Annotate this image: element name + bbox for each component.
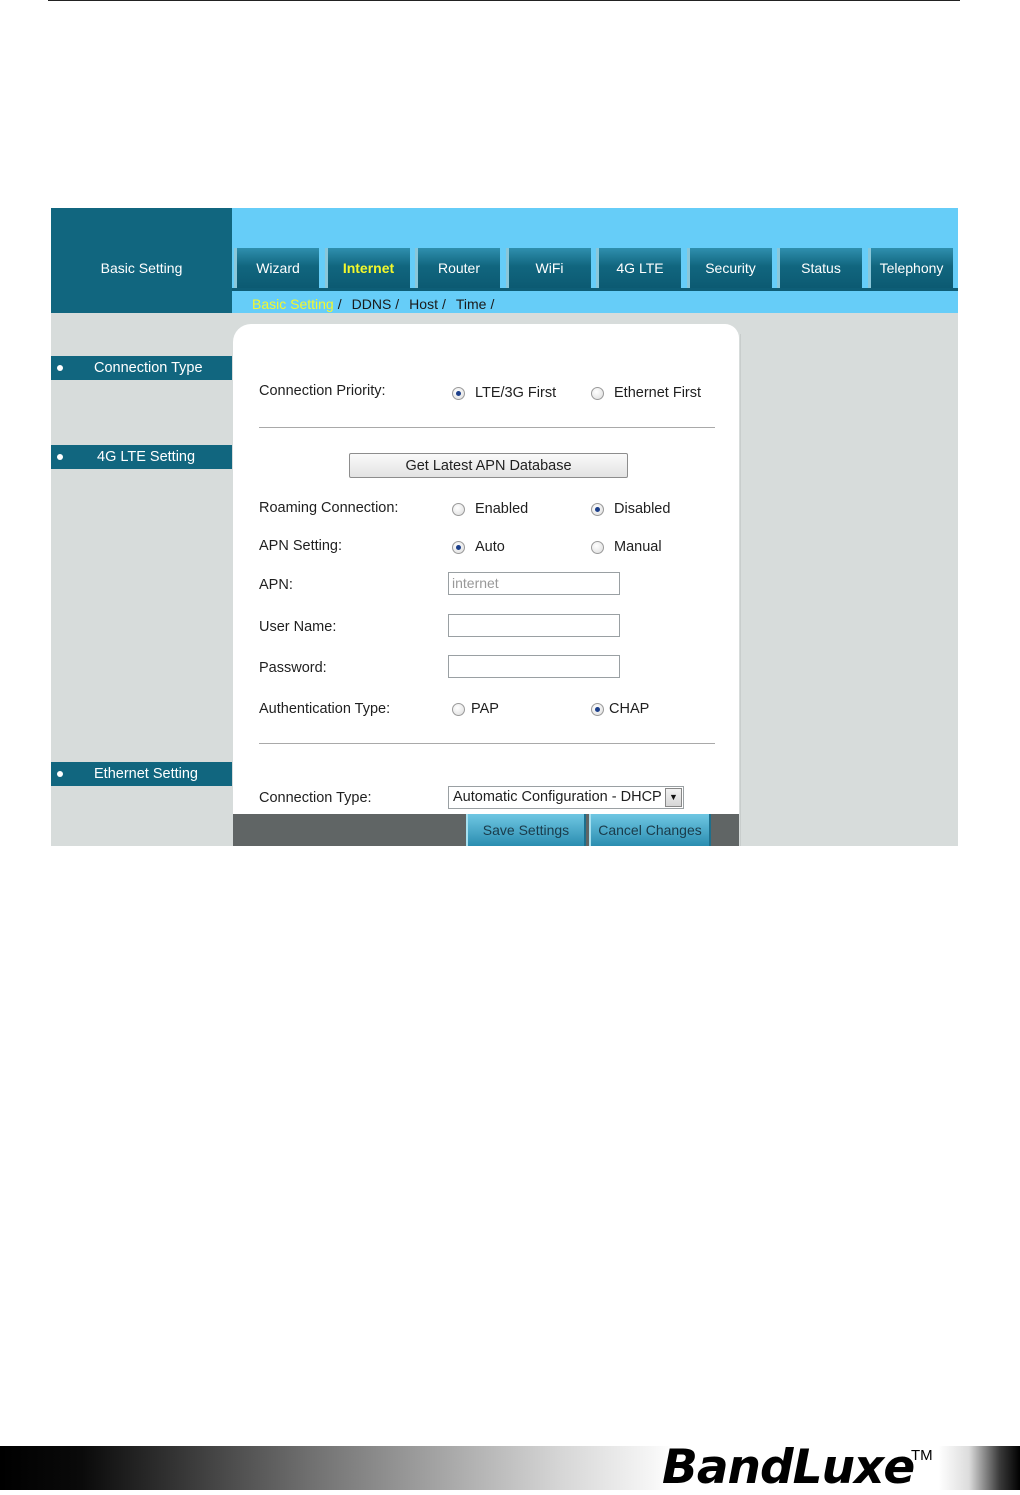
auth-type-label: Authentication Type: bbox=[259, 701, 391, 717]
apn-auto-option[interactable]: Auto bbox=[452, 539, 505, 555]
sidebar-header-label: Basic Setting bbox=[100, 259, 183, 276]
right-info-panel bbox=[740, 334, 958, 846]
radio-icon[interactable] bbox=[591, 503, 604, 516]
tab-wifi[interactable]: WiFi bbox=[506, 248, 591, 288]
bullet-icon bbox=[57, 771, 63, 777]
sidebar-item-ethernet-setting[interactable]: Ethernet Setting bbox=[51, 762, 232, 786]
auth-chap-option[interactable]: CHAP bbox=[591, 701, 649, 717]
tab-internet[interactable]: Internet bbox=[325, 248, 410, 288]
subnav-ddns[interactable]: DDNS bbox=[351, 296, 392, 312]
auth-pap-option[interactable]: PAP bbox=[452, 701, 499, 717]
radio-icon[interactable] bbox=[452, 387, 465, 400]
top-rule bbox=[48, 0, 960, 1]
tab-wizard[interactable]: Wizard bbox=[234, 248, 319, 288]
tab-strip-divider bbox=[232, 288, 958, 291]
action-bar bbox=[233, 814, 739, 846]
apn-label: APN: bbox=[259, 577, 293, 593]
radio-icon[interactable] bbox=[452, 703, 465, 716]
tab-status[interactable]: Status bbox=[777, 248, 862, 288]
subnav-separator: / bbox=[337, 296, 342, 312]
subnav-separator: / bbox=[441, 296, 446, 312]
subnav-basic-setting[interactable]: Basic Setting bbox=[252, 296, 334, 312]
get-apn-database-button[interactable]: Get Latest APN Database bbox=[349, 453, 628, 478]
trademark-mark: TM bbox=[911, 1447, 933, 1464]
bullet-icon bbox=[57, 454, 63, 460]
sidebar-item-4g-lte-setting[interactable]: 4G LTE Setting bbox=[51, 445, 232, 469]
tab-4g-lte[interactable]: 4G LTE bbox=[596, 248, 681, 288]
radio-icon[interactable] bbox=[591, 703, 604, 716]
section-divider bbox=[259, 743, 715, 744]
tab-security[interactable]: Security bbox=[687, 248, 772, 288]
subnav-separator: / bbox=[490, 296, 495, 312]
sub-navigation bbox=[252, 296, 504, 312]
connection-type-label: Connection Type: bbox=[259, 790, 372, 806]
connection-type-select[interactable]: Automatic Configuration - DHCP ▼ bbox=[448, 786, 684, 809]
main-tabs bbox=[234, 248, 958, 288]
bandluxe-logo: BandLuxe bbox=[662, 1440, 915, 1495]
radio-icon[interactable] bbox=[452, 541, 465, 554]
bullet-icon bbox=[57, 365, 63, 371]
chevron-down-icon[interactable]: ▼ bbox=[665, 788, 682, 807]
apn-input[interactable]: internet bbox=[448, 572, 620, 595]
subnav-separator: / bbox=[395, 296, 400, 312]
sidebar-item-connection-type[interactable]: Connection Type bbox=[51, 356, 232, 380]
section-divider bbox=[259, 427, 715, 428]
priority-lte-option[interactable]: LTE/3G First bbox=[452, 385, 556, 401]
roaming-enabled-option[interactable]: Enabled bbox=[452, 501, 528, 517]
roaming-disabled-option[interactable]: Disabled bbox=[591, 501, 670, 517]
tab-telephony[interactable]: Telephony bbox=[868, 248, 953, 288]
apn-setting-label: APN Setting: bbox=[259, 538, 343, 554]
subnav-time[interactable]: Time bbox=[455, 296, 487, 312]
cancel-changes-button[interactable]: Cancel Changes bbox=[589, 814, 711, 846]
password-input[interactable] bbox=[448, 655, 620, 678]
apn-manual-option[interactable]: Manual bbox=[591, 539, 662, 555]
roaming-label: Roaming Connection: bbox=[259, 500, 399, 516]
username-input[interactable] bbox=[448, 614, 620, 637]
radio-icon[interactable] bbox=[452, 503, 465, 516]
priority-ethernet-option[interactable]: Ethernet First bbox=[591, 385, 701, 401]
subnav-host[interactable]: Host bbox=[409, 296, 438, 312]
connection-priority-label: Connection Priority: bbox=[259, 383, 386, 399]
sidebar-header bbox=[51, 208, 232, 313]
top-navigation bbox=[232, 208, 958, 313]
radio-icon[interactable] bbox=[591, 387, 604, 400]
password-label: Password: bbox=[259, 660, 327, 676]
router-admin-ui bbox=[51, 208, 958, 846]
save-settings-button[interactable]: Save Settings bbox=[466, 814, 586, 846]
radio-icon[interactable] bbox=[591, 541, 604, 554]
username-label: User Name: bbox=[259, 619, 337, 635]
tab-router[interactable]: Router bbox=[415, 248, 500, 288]
settings-panel bbox=[233, 324, 739, 814]
